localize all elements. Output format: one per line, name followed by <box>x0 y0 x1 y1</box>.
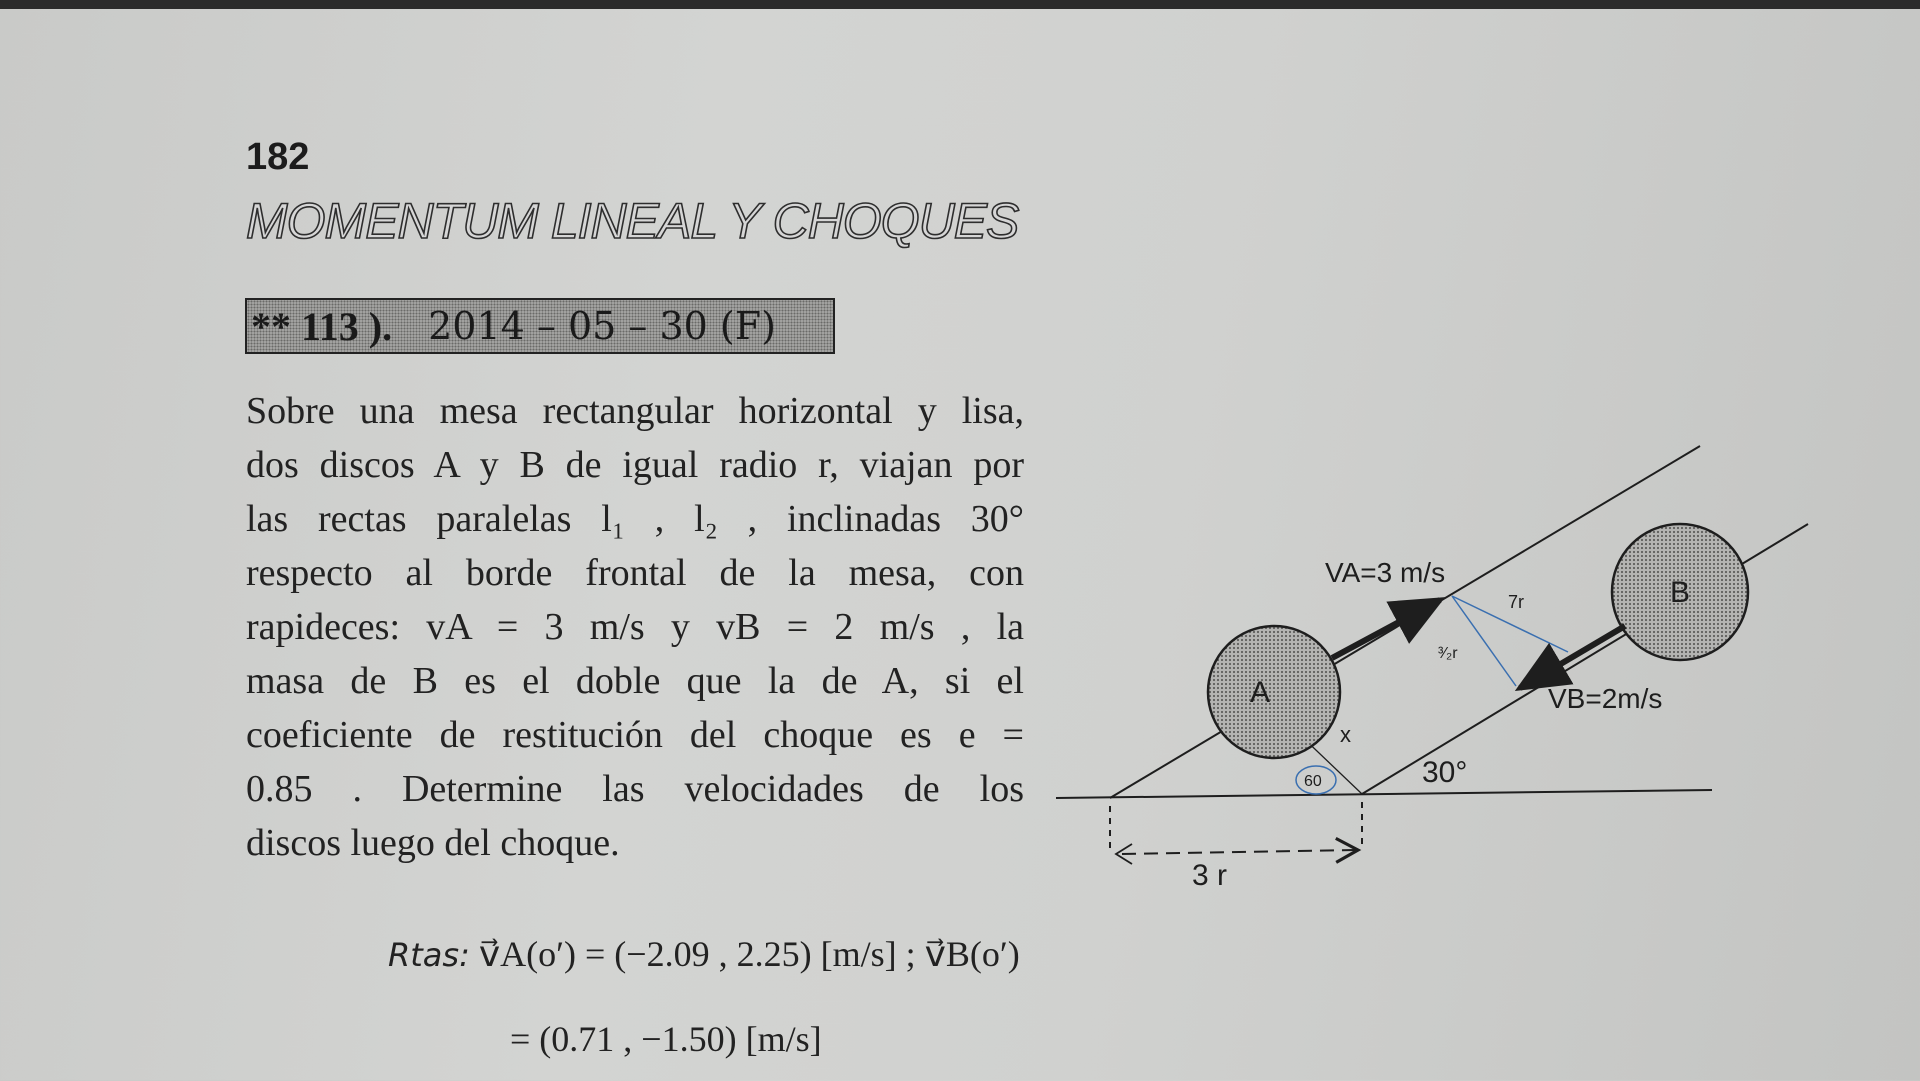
statement-line: rapideces: vA = 3 m/s y vB = 2 m/s , la <box>246 606 1024 648</box>
handwritten-x: x <box>1340 722 1351 747</box>
problem-badge <box>245 298 835 354</box>
statement-line: discos luego del choque. <box>246 822 620 864</box>
statement-line: 0.85 . Determine las velocidades de los <box>246 768 1024 810</box>
velocity-a-arrow <box>1332 600 1440 658</box>
disc-a <box>1208 626 1340 758</box>
disc-a-label: A <box>1250 676 1271 709</box>
handwritten-angle: 60 <box>1304 773 1322 790</box>
pen-construction-line <box>1452 596 1516 686</box>
handwritten-r-label: 7r <box>1508 592 1525 612</box>
velocity-b-label: VB=2m/s <box>1548 683 1663 714</box>
page-number: 182 <box>246 136 310 178</box>
problem-date: 2014 – 05 – 30 (F) <box>428 304 776 348</box>
angle-label: 30° <box>1422 756 1468 789</box>
distance-label: 3 r <box>1192 859 1228 892</box>
statement-line: dos discos A y B de igual radio r, viajan por <box>246 444 1024 486</box>
answer-label: Rtas: <box>388 936 470 974</box>
chapter-title: MOMENTUM LINEAL Y CHOQUES <box>246 193 1019 249</box>
statement-line: las rectas paralelas l₁ , l₂ , inclinadas 30° <box>246 498 1024 540</box>
top-edge-shadow <box>0 0 1920 9</box>
answer-line-2: = (0.71 , −1.50) [m/s] <box>510 1019 822 1059</box>
velocity-b-arrow <box>1520 626 1625 688</box>
diagram-svg <box>1040 430 1860 900</box>
answer-block <box>388 912 1020 1081</box>
statement-line: masa de B es el doble que la de A, si el <box>246 660 1024 702</box>
statement-line: respecto al borde frontal de la mesa, con <box>246 552 1024 594</box>
statement-line: Sobre una mesa rectangular horizontal y lisa, <box>246 390 1024 432</box>
dimension-arrow <box>1122 850 1358 854</box>
velocity-a-label: VA=3 m/s <box>1325 557 1446 588</box>
problem-number: ** 113 ). <box>251 303 393 349</box>
disc-b-label: B <box>1670 576 1691 609</box>
handwritten-half-r: ³⁄₂r <box>1438 645 1458 662</box>
problem-statement <box>246 384 1024 870</box>
table-edge-line <box>1056 790 1712 798</box>
collision-diagram <box>1040 430 1860 900</box>
answer-line-1: v⃗A(o′) = (−2.09 , 2.25) [m/s] ; v⃗B(o′) <box>478 934 1020 974</box>
statement-line: coeficiente de restitución del choque es e = <box>246 714 1024 756</box>
